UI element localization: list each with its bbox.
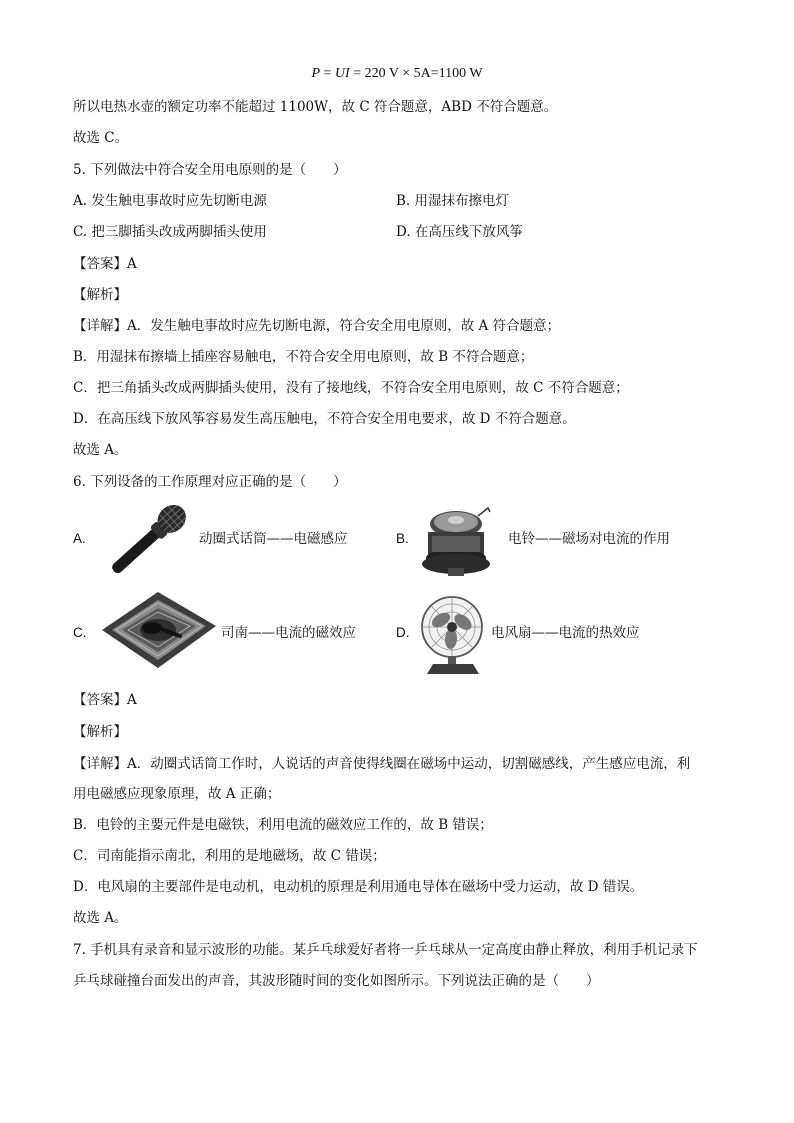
q5-detail-a: 【详解】A．发生触电事故时应先切断电源，符合安全用电原则，故 A 符合题意； xyxy=(73,318,561,334)
q7-stem-line1: 7. 手机具有录音和显示波形的功能。某乒乓球爱好者将一乒乓球从一定高度由静止释放，利用手机记录下 xyxy=(73,942,698,958)
sinan-compass-image xyxy=(96,590,220,670)
q6-option-c-text: 司南——电流的磁效应 xyxy=(221,625,356,641)
q6-analysis-heading: 【解析】 xyxy=(73,724,127,740)
q4-choose: 故选 C。 xyxy=(73,130,129,146)
q6-answer: 【答案】A xyxy=(73,692,137,708)
q5-option-d: D. 在高压线下放风筝 xyxy=(396,224,523,240)
q5-choose: 故选 A。 xyxy=(73,442,128,458)
q5-analysis-heading: 【解析】 xyxy=(73,287,127,303)
q6-option-d-text: 电风扇——电流的热效应 xyxy=(491,625,640,641)
q7-stem-line2: 乒乓球碰撞台面发出的声音，其波形随时间的变化如图所示。下列说法正确的是（ ） xyxy=(73,973,600,989)
electric-fan-image xyxy=(417,594,489,676)
q6-option-c-letter: C. xyxy=(73,625,87,640)
q6-option-b-letter: B. xyxy=(396,531,409,546)
q6-option-a-letter: A. xyxy=(73,531,86,546)
formula-p: P xyxy=(311,66,321,81)
q6-detail-d: D．电风扇的主要部件是电动机，电动机的原理是利用通电导体在磁场中受力运动，故 D 错误。 xyxy=(73,879,644,895)
q5-detail-d: D．在高压线下放风筝容易发生高压触电，不符合安全用电要求，故 D 不符合题意。 xyxy=(73,411,576,427)
q6-detail-a-line1: 【详解】A．动圈式话筒工作时，人说话的声音使得线圈在磁场中运动，切割磁感线，产生感应电流，利 xyxy=(73,756,691,772)
q6-choose: 故选 A。 xyxy=(73,910,128,926)
q5-detail-b: B．用湿抹布擦墙上插座容易触电，不符合安全用电原则，故 B 不符合题意； xyxy=(73,349,534,365)
microphone-image xyxy=(104,500,194,580)
power-formula xyxy=(0,64,794,84)
formula-ui: UI xyxy=(334,66,350,81)
formula-equals: = xyxy=(320,66,335,81)
q6-option-d-letter: D. xyxy=(396,625,410,640)
q6-stem: 6. 下列设备的工作原理对应正确的是（ ） xyxy=(73,474,347,490)
q5-option-c: C. 把三脚插头改成两脚插头使用 xyxy=(73,224,267,240)
q4-conclusion: 所以电热水壶的额定功率不能超过 1100W，故 C 符合题意，ABD 不符合题意。 xyxy=(73,99,558,115)
q5-option-a: A. 发生触电事故时应先切断电源 xyxy=(73,193,267,209)
q5-answer: 【答案】A xyxy=(73,256,137,272)
electric-bell-image xyxy=(418,502,500,580)
q5-detail-c: C．把三角插头改成两脚插头使用，没有了接地线，不符合安全用电原则，故 C 不符合题意； xyxy=(73,380,629,396)
q6-option-b-text: 电铃——磁场对电流的作用 xyxy=(508,531,670,547)
q5-option-b: B. 用湿抹布擦电灯 xyxy=(396,193,510,209)
q6-detail-a-line2: 用电磁感应现象原理，故 A 正确； xyxy=(73,786,281,802)
formula-result: = 220 V × 5A=1100 W xyxy=(349,66,483,81)
q6-detail-c: C．司南能指示南北，利用的是地磁场，故 C 错误； xyxy=(73,848,386,864)
q5-stem: 5. 下列做法中符合安全用电原则的是（ ） xyxy=(73,162,347,178)
q6-detail-b: B．电铃的主要元件是电磁铁，利用电流的磁效应工作的，故 B 错误； xyxy=(73,817,493,833)
q6-option-a-text: 动圈式话筒——电磁感应 xyxy=(199,531,348,547)
